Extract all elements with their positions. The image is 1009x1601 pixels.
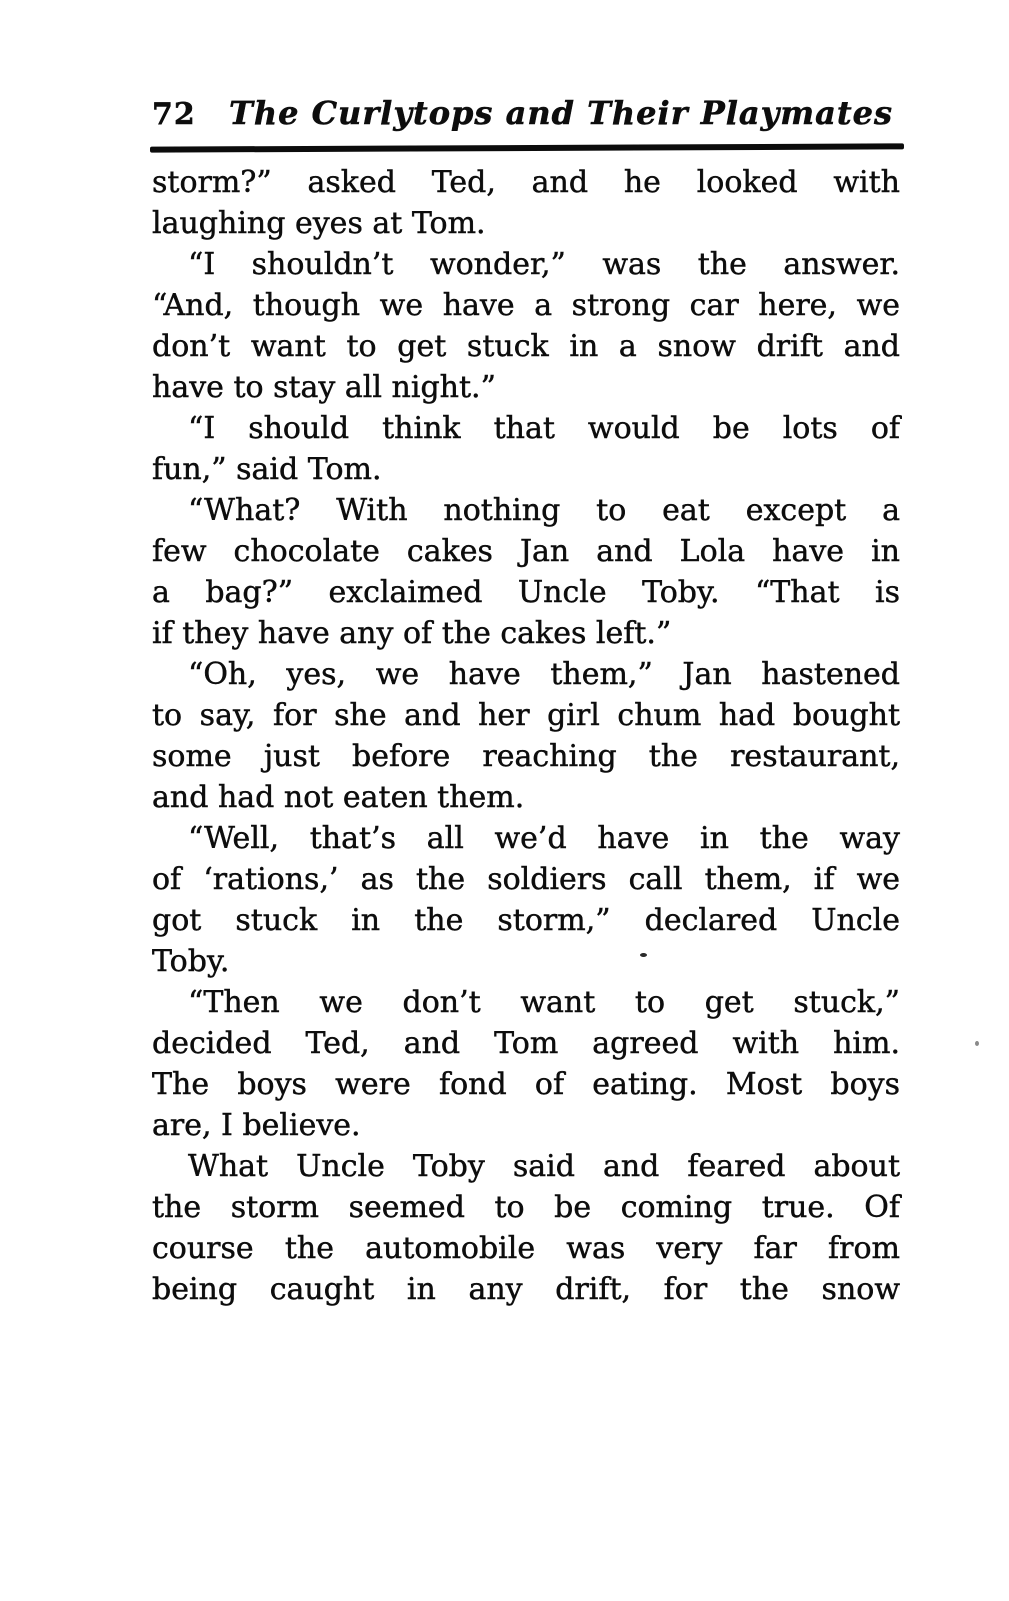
page-number: 72 [152,97,196,132]
text-line: the storm seemed to be coming true. Of [152,1190,900,1225]
header-rule [150,143,904,152]
body-text [152,162,900,1310]
text-line: are, I believe. [152,1108,361,1143]
text-line: few chocolate cakes Jan and Lola have in [152,534,900,569]
text-line: “Well, that’s all we’d have in the way [188,821,900,856]
text-line: “Oh, yes, we have them,” Jan hastened [188,657,900,692]
text-line: have to stay all night.” [152,370,496,405]
text-line: “What? With nothing to eat except a [188,493,900,528]
text-line: got stuck in the storm,” declared Uncle [152,903,900,938]
text-line: storm?” asked Ted, and he looked with [152,165,900,200]
text-line: being caught in any drift, for the snow [152,1272,900,1307]
running-title: The Curlytops and Their Playmates [229,94,893,132]
page-header [152,94,900,132]
text-line: decided Ted, and Tom agreed with him. [152,1026,900,1061]
text-line: The boys were fond of eating. Most boys [152,1067,900,1102]
text-line: don’t want to get stuck in a snow drift and [152,329,900,364]
text-line: a bag?” exclaimed Uncle Toby. “That is [152,575,900,610]
text-line: What Uncle Toby said and feared about [188,1149,900,1184]
text-line: to say, for she and her girl chum had bought [152,698,900,733]
text-line: and had not eaten them. [152,780,525,815]
text-line: if they have any of the cakes left.” [152,616,672,651]
text-line: “I shouldn’t wonder,” was the answer. [188,247,900,282]
text-line: laughing eyes at Tom. [152,206,486,241]
scan-speck [640,953,647,957]
text-line: “I should think that would be lots of [188,411,900,446]
scan-speck [975,1041,979,1046]
text-line: course the automobile was very far from [152,1231,900,1266]
text-line: Toby. [152,944,230,979]
text-line: of ‘rations,’ as the soldiers call them, if we [152,862,900,897]
text-line: “Then we don’t want to get stuck,” [188,985,900,1020]
text-line: “And, though we have a strong car here, we [152,288,900,323]
text-line: some just before reaching the restaurant, [152,739,900,774]
text-line: fun,” said Tom. [152,452,382,487]
